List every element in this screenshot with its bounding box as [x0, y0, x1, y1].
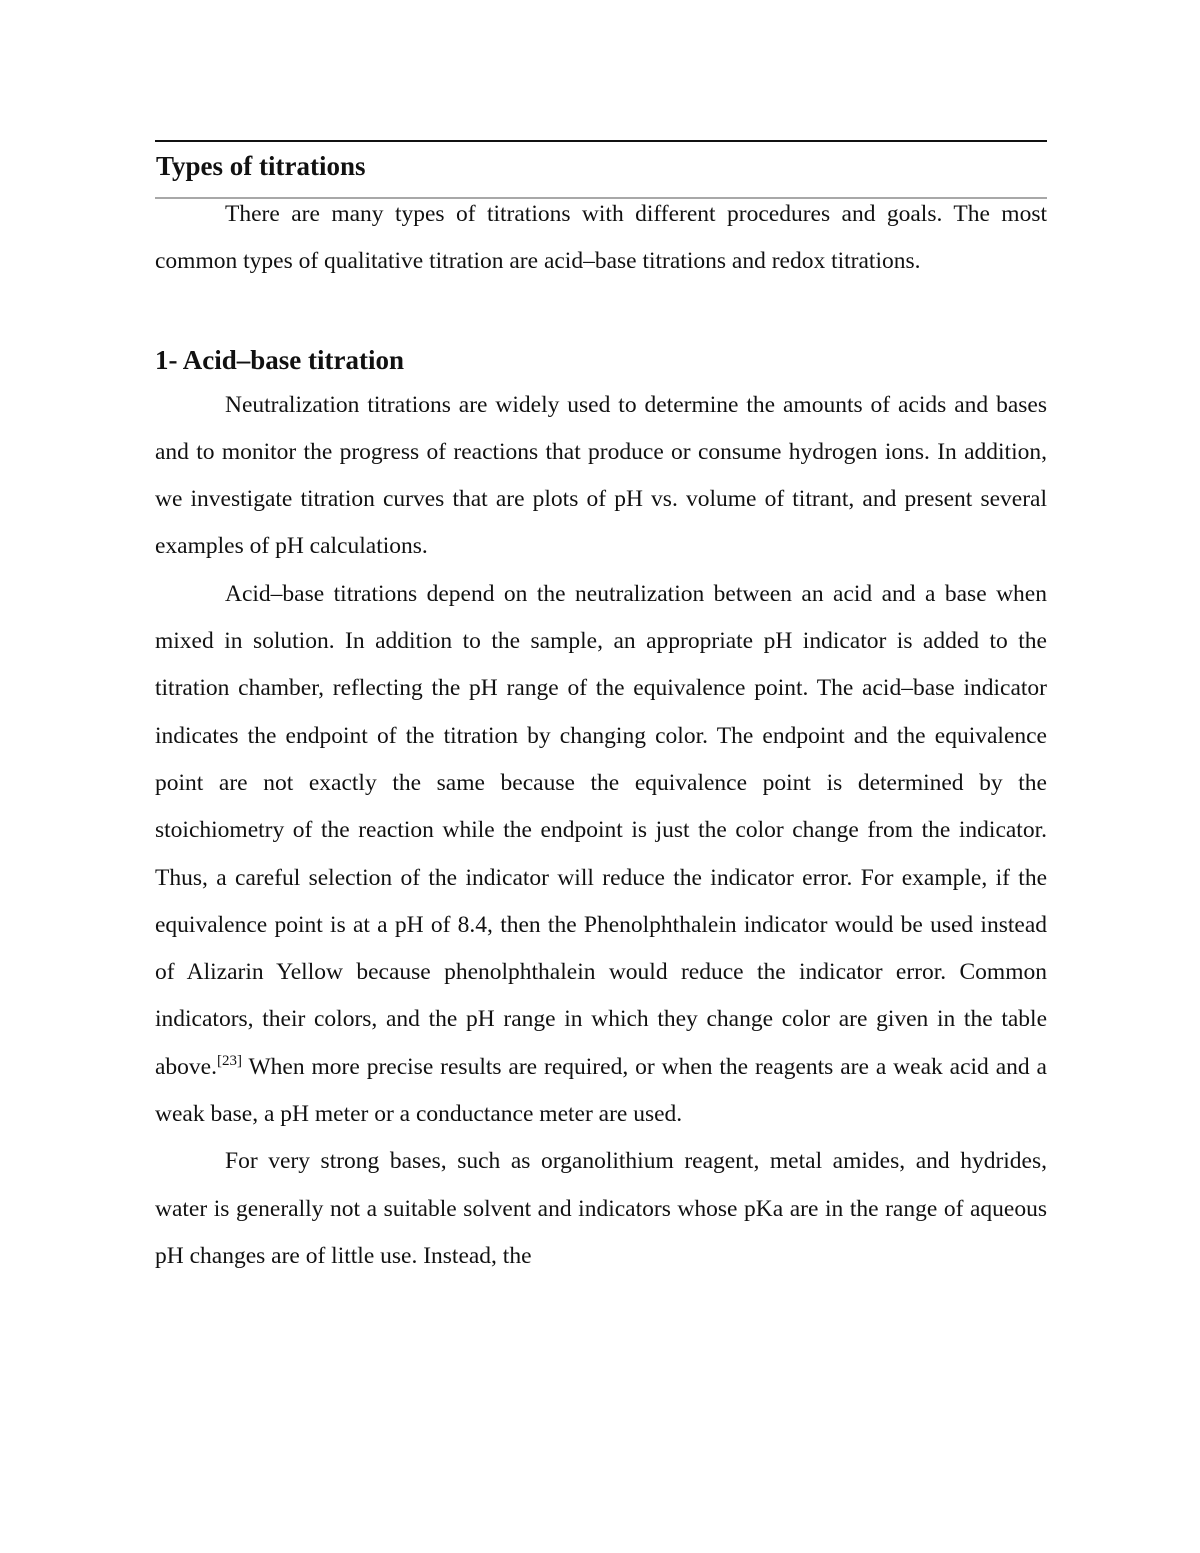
acid-base-paragraph-text-cont: When more precise results are required, or when the reagents are a weak acid and a weak base, a pH meter or a conductance meter are used. — [155, 1053, 1047, 1128]
section-title: Types of titrations — [156, 151, 366, 181]
top-rule — [155, 140, 1047, 142]
neutralization-paragraph: Neutralization titrations are widely used to determine the amounts of acids and bases and to monitor the progress of reactions that produce or consume hydrogen ions. In addition, we investigate titration curves that are plots of pH vs. volume of titrant, and present several examples of pH calculations. — [155, 391, 1047, 560]
acid-base-heading: 1- Acid–base titration — [155, 344, 404, 375]
acid-base-paragraph-text: Acid–base titrations depend on the neutralization between an acid and a base when mixed in solution. In addition to the sample, an appropriate pH indicator is added to the titration chamber, reflecting the pH range of the equivalence point. The acid–base indicator indicates the endpoint of the titration by changing color. The endpoint and the equivalence point are not exactly the same because the equivalence point is determined by the stoichiometry of the reaction while the endpoint is just the color change from the indicator. Thus, a careful selection of the indicator will reduce the indicator error. For example, if the equivalence point is at a pH of 8.4, then the Phenolphthalein indicator would be used instead of Alizarin Yellow because phenolphthalein would reduce the indicator error. Common indicators, their colors, and the pH range in which they change color are given in the table above. — [155, 580, 1047, 1080]
intro-paragraph: There are many types of titrations with different procedures and goals. The most common types of qualitative titration are acid–base titrations and redox titrations. — [155, 201, 1047, 275]
acid-base-paragraph — [155, 571, 1047, 1139]
strong-bases-paragraph: For very strong bases, such as organolithium reagent, metal amides, and hydrides, water is generally not a suitable solvent and indicators whose pKa are in the range of aqueous pH changes are of little use. Instead, the — [155, 1148, 1047, 1269]
document-page — [155, 140, 1047, 1280]
reference-23[interactable]: [23] — [217, 1052, 242, 1069]
